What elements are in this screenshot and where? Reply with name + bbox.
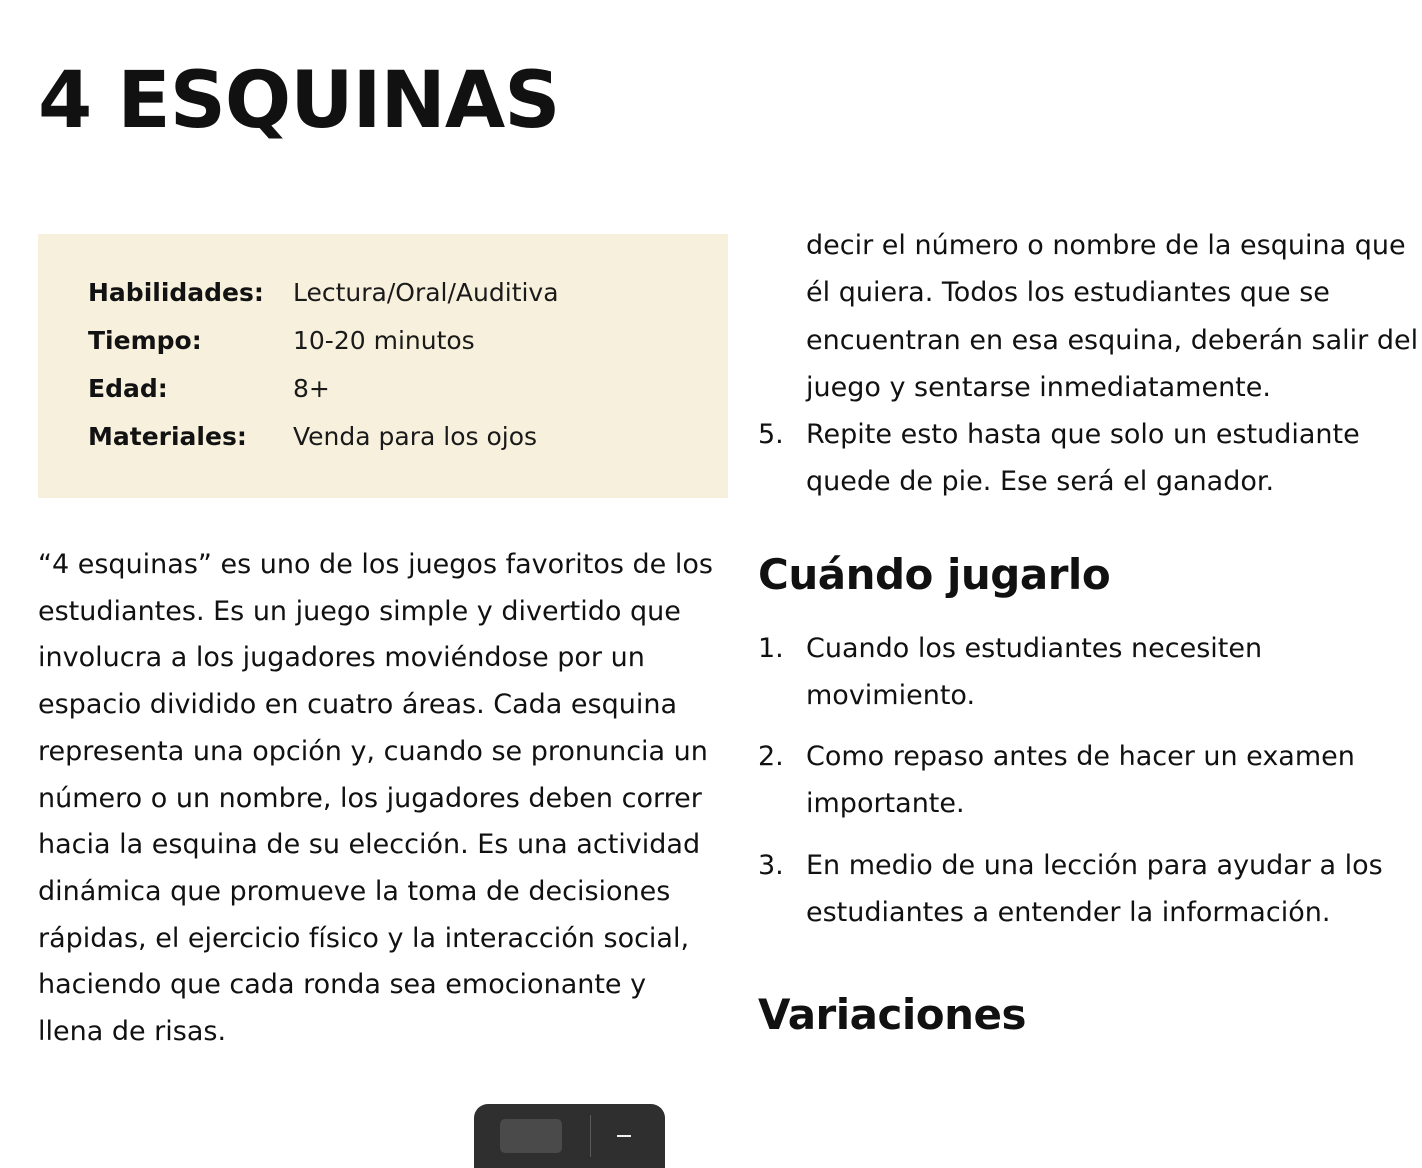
- list-item: [758, 411, 1388, 506]
- info-value: 8+: [293, 374, 330, 403]
- list-item: [758, 842, 1388, 937]
- list-item: [758, 625, 1388, 720]
- page-navigation-group[interactable]: [482, 1104, 590, 1168]
- list-item-number: 5.: [758, 419, 784, 450]
- left-column: [38, 234, 728, 1056]
- list-item: [758, 733, 1388, 828]
- page-number-input[interactable]: [500, 1119, 562, 1153]
- section-heading-variations: Variaciones: [758, 990, 1027, 1039]
- right-column: [758, 222, 1419, 1065]
- list-item-number: 2.: [758, 741, 784, 772]
- list-item-text: Repite esto hasta que solo un estudiante quede de pie. Ese será el ganador.: [806, 419, 1360, 498]
- list-item-text: Cuando los estudiantes necesiten movimiento.: [806, 632, 1263, 711]
- list-item-text: Como repaso antes de hacer un examen importante.: [806, 741, 1355, 820]
- continued-step-list: [758, 411, 1388, 506]
- info-value: 10-20 minutos: [293, 326, 475, 355]
- info-row: [88, 278, 678, 308]
- info-label: Tiempo:: [88, 326, 202, 355]
- section-heading-when: Cuándo jugarlo: [758, 549, 1111, 599]
- info-row: [88, 374, 678, 404]
- when-to-play-list: [758, 625, 1388, 937]
- list-item-number: 1.: [758, 632, 784, 664]
- list-item-number: 3.: [758, 849, 784, 881]
- minus-icon[interactable]: [609, 1121, 639, 1151]
- info-label: Materiales:: [88, 422, 247, 451]
- info-box: [38, 234, 728, 498]
- info-row: [88, 422, 678, 452]
- viewer-control-bar[interactable]: [474, 1104, 665, 1168]
- info-value: Lectura/Oral/Auditiva: [293, 278, 559, 307]
- page-title: 4 ESQUINAS: [38, 56, 560, 146]
- info-value: Venda para los ojos: [293, 422, 538, 451]
- info-label: Edad:: [88, 374, 168, 403]
- info-label: Habilidades:: [88, 278, 264, 307]
- zoom-group[interactable]: [591, 1104, 657, 1168]
- list-item-text: En medio de una lección para ayudar a los estudiantes a entender la información.: [806, 849, 1383, 928]
- info-row: [88, 326, 678, 356]
- continued-paragraph: decir el número o nombre de la esquina que él quiera. Todos los estudiantes que se encuentran en esa esquina, deberán salir del juego y sentarse inmediatamente.: [806, 230, 1419, 403]
- intro-paragraph: “4 esquinas” es uno de los juegos favoritos de los estudiantes. Es un juego simple y divertido que involucra a los jugadores moviéndose por un espacio dividido en cuatro áreas. Cada esquina representa una opción y, cuando se pronuncia un número o un nombre, los jugadores deben correr hacia la esquina de su elección. Es una actividad dinámica que promueve la toma de decisiones rápidas, el ejercicio físico y la interacción social, haciendo que cada ronda sea emocionante y llena de risas.: [38, 549, 713, 1048]
